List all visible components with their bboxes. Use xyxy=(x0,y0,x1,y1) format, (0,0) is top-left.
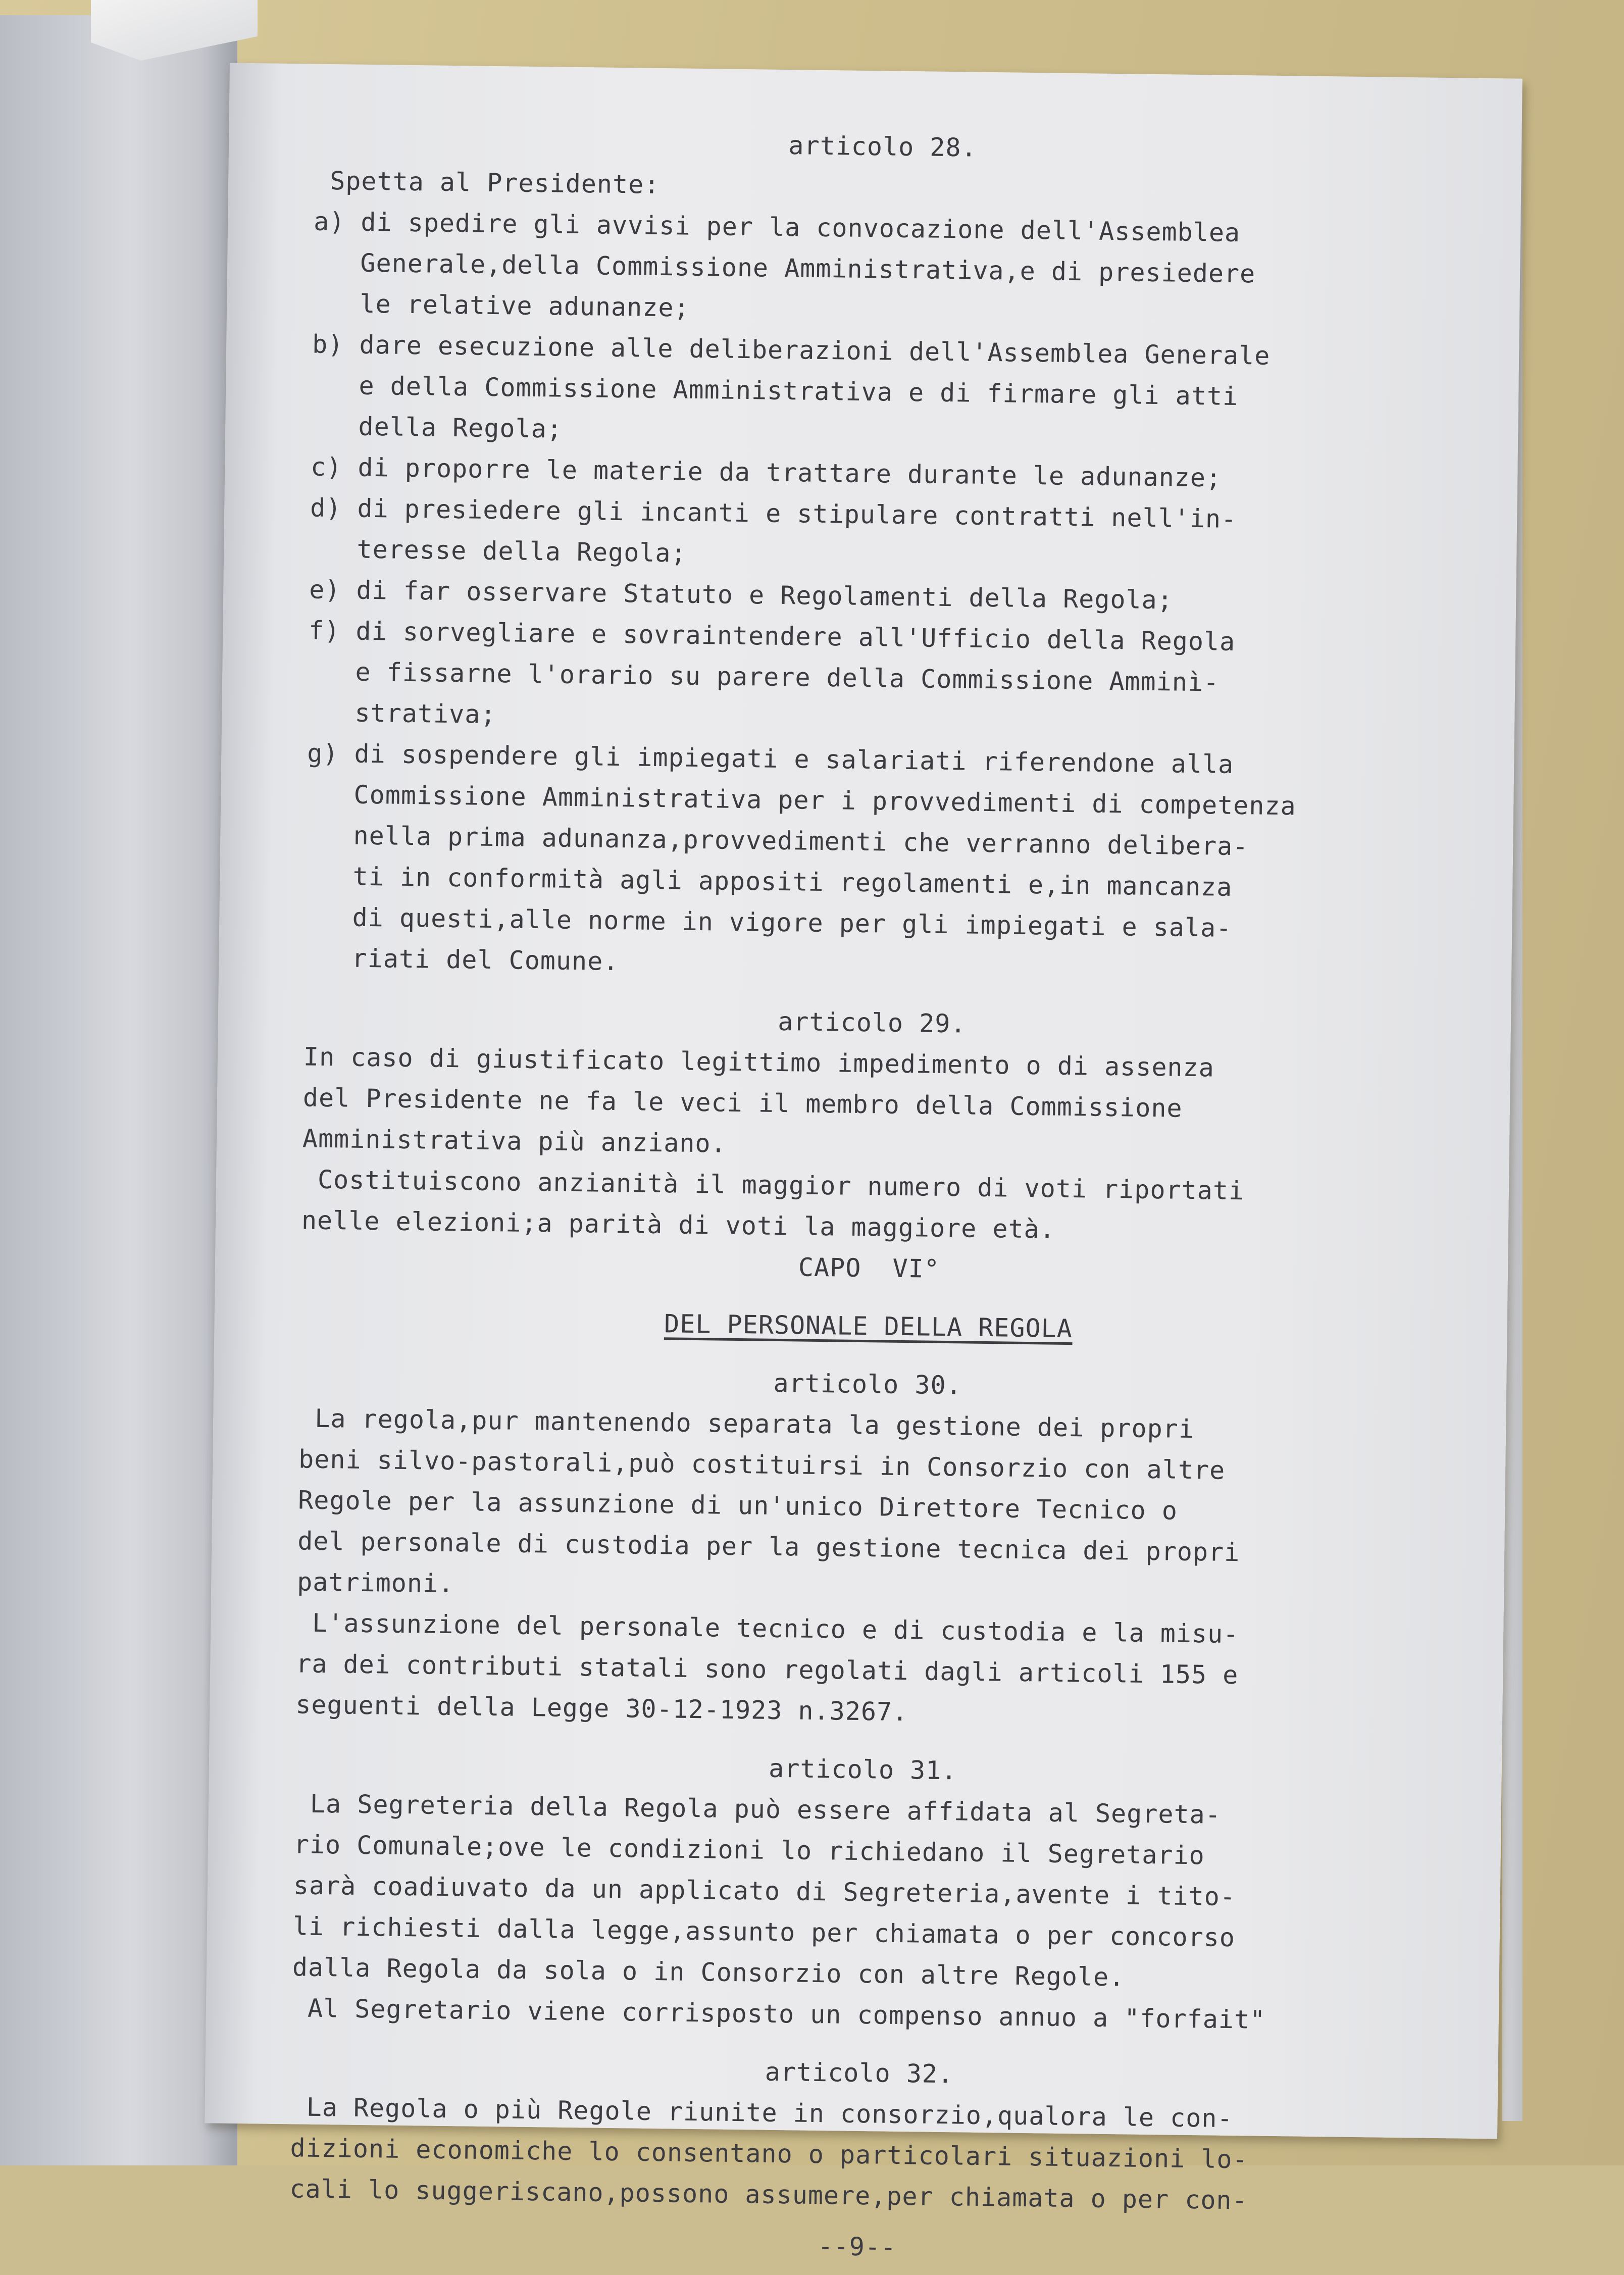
text-line: In caso di giustificato legittimo impedimento o di assenza xyxy=(303,1042,1215,1083)
text-line: riati del Comune. xyxy=(304,943,619,977)
text-line: cali lo suggeriscano,possono assumere,per chiamata o per con- xyxy=(289,2174,1248,2215)
text-line: ti in conformità agli appositi regolamenti e,in mancanza xyxy=(306,861,1233,902)
text-line: sarà coadiuvato da un applicato di Segreteria,avente i tito- xyxy=(293,1870,1236,1912)
typed-text xyxy=(289,120,1451,2274)
text-line: Al Segretario viene corrisposto un compenso annuo a "forfait" xyxy=(291,1993,1266,2035)
text-line: seguenti della Legge 30-12-1923 n.3267. xyxy=(295,1690,908,1727)
article-29-body xyxy=(301,1036,1440,1254)
text-line: della Regola; xyxy=(311,411,563,444)
text-line: beni silvo-pastorali,può costituirsi in Consorzio con altre xyxy=(298,1444,1226,1485)
text-line: Spetta al Presidente: xyxy=(314,166,660,199)
text-line: patrimoni. xyxy=(296,1567,454,1599)
text-line: del Presidente ne fa le veci il membro della Commissione xyxy=(302,1083,1183,1123)
text-line: li richiesti dalla legge,assunto per chiamata o per concorso xyxy=(292,1911,1236,1953)
article-28-body xyxy=(304,161,1451,992)
text-line: f) di sorvegliare e sovraintendere all'Ufficio della Regola xyxy=(308,616,1236,656)
text-line: La Regola o più Regole riunite in consorzio,qualora le con- xyxy=(290,2092,1233,2134)
text-line: a) di spedire gli avvisi per la convocazione dell'Assemblea xyxy=(313,207,1241,247)
text-line: le relative adunanze; xyxy=(312,288,690,323)
text-line: teresse della Regola; xyxy=(309,534,687,568)
article-31-heading: articolo 31. xyxy=(768,1753,957,1786)
article-30-body xyxy=(295,1398,1436,1739)
page-number: --9-- xyxy=(818,2232,897,2262)
text-line: Amministrativa più anziano. xyxy=(302,1124,727,1158)
text-line: La Segreteria della Regola può essere affidata al Segreta- xyxy=(294,1789,1222,1830)
text-line: dalla Regola da sola o in Consorzio con altre Regole. xyxy=(292,1952,1125,1992)
article-32-heading: articolo 32. xyxy=(765,2057,954,2089)
text-line: dizioni economiche lo consentano o particolari situazioni lo- xyxy=(290,2133,1249,2175)
text-line: di questi,alle norme in vigore per gli impiegati e sala- xyxy=(305,902,1232,943)
text-line: Costituiscono anzianità il maggior numero di voti riportati xyxy=(301,1165,1245,1206)
article-28-heading: articolo 28. xyxy=(788,131,978,163)
article-32-body xyxy=(289,2087,1427,2223)
text-line: ra dei contributi statali sono regolati dagli articoli 155 e xyxy=(295,1649,1239,1690)
article-29-heading: articolo 29. xyxy=(777,1006,967,1039)
document-page xyxy=(205,63,1522,2262)
text-line: nelle elezioni;a parità di voti la maggiore età. xyxy=(301,1205,1056,1244)
chapter-title: CAPO VI° xyxy=(798,1252,940,1284)
text-line: nella prima adunanza,provvedimenti che verranno delibera- xyxy=(306,820,1249,862)
text-line: Regole per la assunzione di un'unico Direttore Tecnico o xyxy=(297,1485,1178,1526)
text-line: Commissione Amministrativa per i provvedimenti di competenza xyxy=(306,779,1297,821)
text-line: e) di far osservare Statuto e Regolamenti della Regola; xyxy=(309,575,1174,615)
text-line: e fissarne l'orario su parere della Commissione Amminì- xyxy=(308,656,1220,697)
text-line: rio Comunale;ove le condizioni lo richiedano il Segretario xyxy=(293,1830,1205,1870)
chapter-subtitle: DEL PERSONALE DELLA REGOLA xyxy=(664,1309,1073,1344)
text-line: Generale,della Commissione Amministrativa,e di presiedere xyxy=(313,247,1256,289)
text-line: La regola,pur mantenendo separata la gestione dei propri xyxy=(298,1403,1195,1444)
article-30-heading: articolo 30. xyxy=(773,1368,962,1400)
text-line: c) di proporre le materie da trattare durante le adunanze; xyxy=(310,452,1222,493)
article-31-body xyxy=(291,1783,1431,2042)
left-page xyxy=(0,15,237,2165)
text-line: d) di presiedere gli incanti e stipulare contratti nell'in- xyxy=(310,493,1237,534)
text-line: L'assunzione del personale tecnico e di custodia e la misu- xyxy=(296,1608,1239,1649)
text-line: b) dare esecuzione alle deliberazioni dell'Assemblea Generale xyxy=(312,329,1271,371)
text-line: strativa; xyxy=(307,697,496,730)
text-line: del personale di custodia per la gestione tecnica dei propri xyxy=(297,1526,1240,1568)
text-line: g) di sospendere gli impiegati e salariati riferendone alla xyxy=(307,738,1234,779)
text-line: e della Commissione Amministrativa e di firmare gli atti xyxy=(311,370,1239,411)
